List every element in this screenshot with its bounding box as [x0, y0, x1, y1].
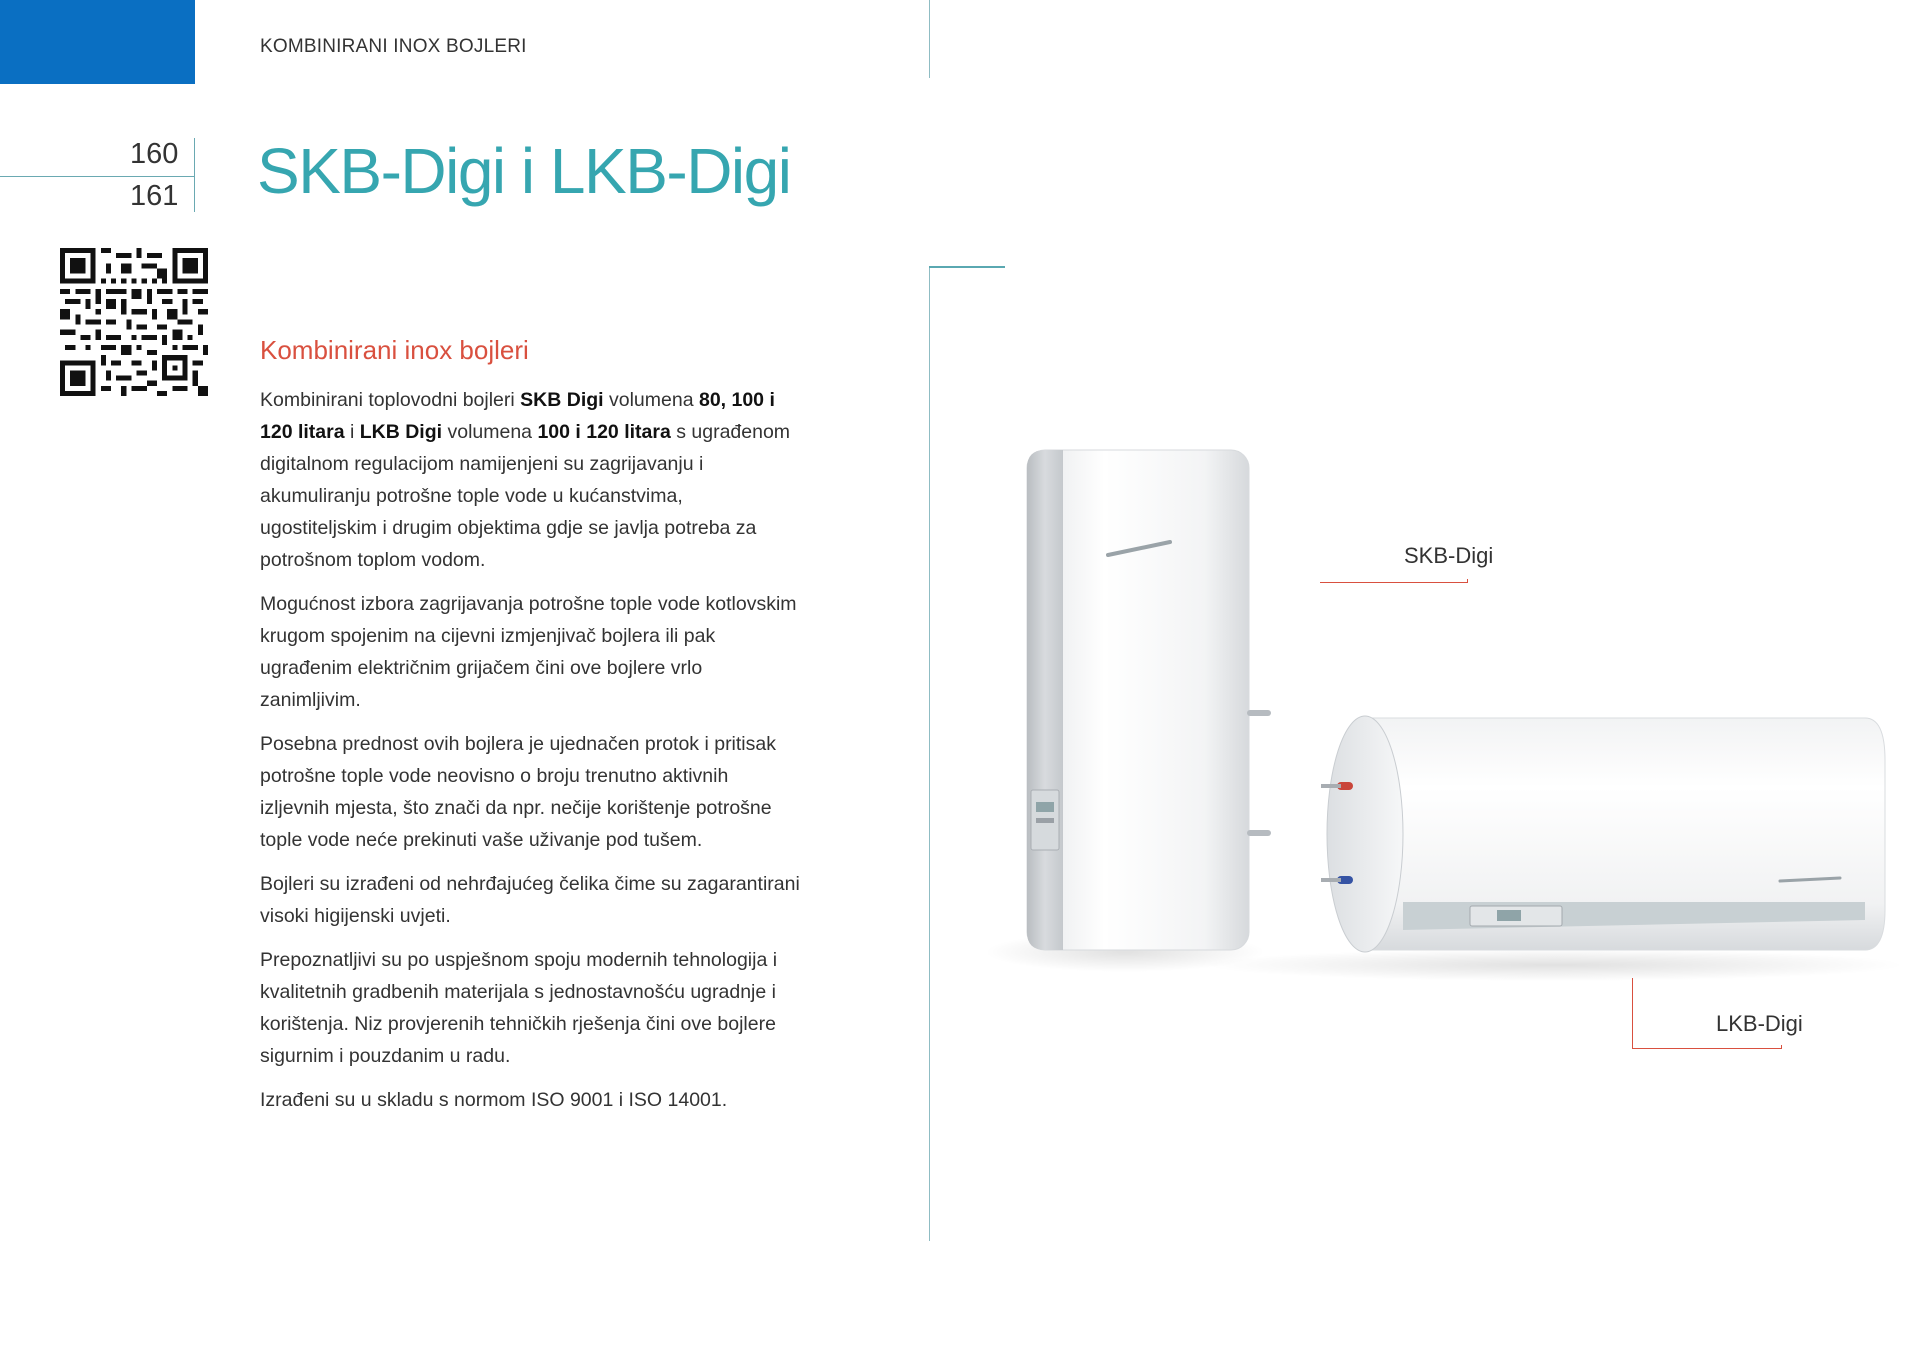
page-number-rule-vertical [194, 138, 195, 212]
qr-code-icon[interactable] [60, 248, 208, 396]
text-span: i [344, 421, 360, 443]
page-number-right: 161 [130, 180, 179, 212]
lkb-label-rule-end [1781, 1045, 1782, 1049]
paragraph-5: Prepoznatljivi su po uspješnom spoju modernih tehnologija i kvalitetnih gradbenih materijala s jednostavnošću ugradnje i korištenja. Niz provjerenih tehničkih rješenja čini ove bojlere sigurnim i pouzdanim u radu. [260, 949, 778, 1067]
skb-boiler-shape [985, 450, 1271, 972]
page-number-left: 160 [130, 138, 179, 170]
skb-label-rule-end [1467, 579, 1468, 583]
text-span: volumena [603, 389, 699, 411]
page-divider [929, 266, 930, 1241]
bold-text: SKB Digi [520, 389, 604, 411]
boiler-product-image [985, 430, 1900, 1010]
bold-text: 100 i 120 litara [537, 421, 671, 443]
bold-text: 80, 100 i 120 litara [260, 389, 775, 443]
lkb-boiler-shape [1205, 716, 1900, 981]
paragraph-6: Izrađeni su u skladu s normom ISO 9001 i ISO 14001. [260, 1089, 728, 1111]
text-span: Kombinirani toplovodni bojleri [260, 389, 521, 411]
text-span: volumena [442, 421, 538, 443]
skb-digi-label: SKB-Digi [1404, 543, 1494, 568]
section-title: KOMBINIRANI INOX BOJLERI [260, 36, 527, 57]
divider-tick [929, 266, 1005, 268]
paragraph-2: Mogućnost izbora zagrijavanja potrošne tople vode kotlovskim krugom spojenim na cijevni izmjenjivač bojlera ili pak ugrađenim električnim grijačem čini ove bojlere vrlo zanimljivim. [260, 593, 797, 711]
page-divider-top [929, 0, 930, 78]
page-number-rule [0, 176, 195, 177]
subheading: Kombinirani inox bojleri [260, 335, 529, 365]
bold-text: LKB Digi [359, 421, 443, 443]
lkb-label-rule-vertical [1632, 978, 1633, 1048]
paragraph-3: Posebna prednost ovih bojlera je ujednačen protok i pritisak potrošne tople vode neovisno o broju trenutno aktivnih izljevnih mjesta, što znači da npr. nečije korištenje potrošne tople vode neće prekinuti vaše uživanje pod tušem. [260, 733, 776, 851]
paragraph-4: Bojleri su izrađeni od nehrđajućeg čelika čime su zagarantirani visoki higijenski uvjeti. [260, 873, 800, 927]
body-text [260, 384, 800, 1128]
skb-label-rule [1320, 582, 1468, 583]
text-span: s ugrađenom digitalnom regulacijom namijenjeni su zagrijavanju i akumuliranju potrošne tople vode u kućanstvima, ugostiteljskim i drugim objektima gdje se javlja potreba za potrošnom toplom vodom. [260, 421, 791, 571]
lkb-label-rule [1632, 1048, 1782, 1049]
lkb-digi-label: LKB-Digi [1716, 1011, 1803, 1036]
header-color-block [0, 0, 195, 84]
paragraph-1 [260, 384, 800, 576]
product-title: SKB-Digi i LKB-Digi [257, 135, 791, 207]
